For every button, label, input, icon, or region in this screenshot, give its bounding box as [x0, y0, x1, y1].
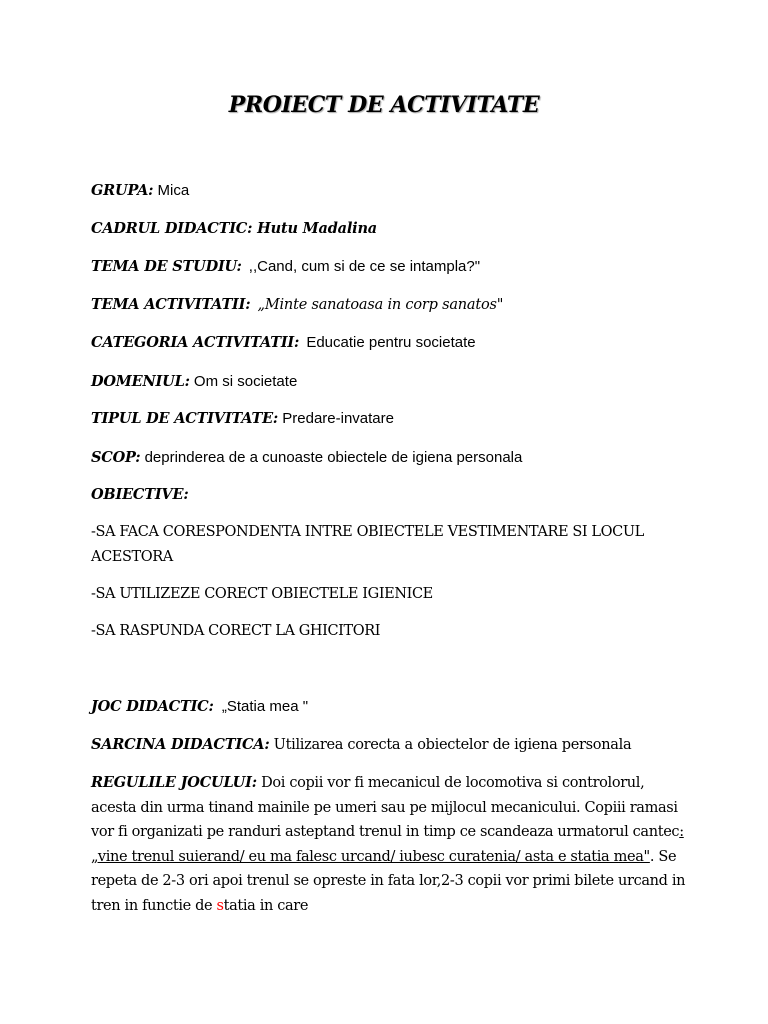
- field-tema-de-studiu-value: ,,Cand, cum si de ce se intampla?": [248, 258, 481, 275]
- reguli-song-lyrics: : „vine trenul suierand/ eu ma falesc urcand/ iubesc curatenia/ asta e statia mea": [91, 824, 684, 865]
- field-tema-activitatii-label: TEMA ACTIVITATII:: [91, 296, 251, 313]
- field-categoria-activitatii: [91, 333, 476, 353]
- field-domeniul-label: DOMENIUL:: [91, 373, 190, 390]
- field-tema-de-studiu: [91, 257, 480, 277]
- field-tipul-value: Predare-invatare: [282, 410, 394, 427]
- field-domeniul: [91, 372, 297, 392]
- reguli-jocului-label: REGULILE JOCULUI:: [91, 774, 257, 791]
- objective-item-continuation: ACESTORA: [91, 549, 173, 565]
- field-tipul-label: TIPUL DE ACTIVITATE:: [91, 410, 279, 427]
- reguli-text-part-2: . Se repeta de 2-3 ori apoi trenul se opreste in fata lor,2-3 copii vor primi bilete urcand in tren in functie de: [91, 848, 686, 914]
- field-categoria-value: Educatie pentru societate: [306, 334, 476, 351]
- field-tema-activitatii-value: „Minte sanatoasa in corp sanatos": [257, 297, 504, 313]
- field-obiective-label: OBIECTIVE:: [91, 486, 189, 503]
- field-grupa-value: Mica: [157, 182, 190, 199]
- field-sarcina-label: SARCINA DIDACTICA:: [91, 736, 270, 753]
- objective-item: -SA RASPUNDA CORECT LA GHICITORI: [91, 623, 381, 639]
- field-obiective: [91, 485, 189, 505]
- field-scop-value: deprinderea de a cunoaste obiectele de igiena personala: [144, 449, 523, 466]
- field-domeniul-value: Om si societate: [193, 373, 298, 390]
- field-joc-didactic-label: JOC DIDACTIC:: [91, 698, 214, 715]
- field-grupa-label: GRUPA:: [91, 182, 154, 199]
- field-sarcina-didactica: [91, 735, 631, 755]
- field-cadrul-didactic: [91, 219, 377, 239]
- field-joc-didactic-value: „Statia mea ": [221, 698, 309, 715]
- reguli-jocului-paragraph: [91, 771, 691, 919]
- field-cadrul-didactic-label: CADRUL DIDACTIC: Hutu Madalina: [91, 220, 378, 237]
- field-sarcina-value: Utilizarea corecta a obiectelor de igiena personala: [273, 737, 632, 753]
- field-tema-de-studiu-label: TEMA DE STUDIU:: [91, 258, 242, 275]
- objective-item: -SA FACA CORESPONDENTA INTRE OBIECTELE VESTIMENTARE SI LOCUL: [91, 524, 644, 540]
- reguli-text-part-3: tatia in care: [223, 897, 309, 914]
- field-joc-didactic: [91, 697, 308, 717]
- page-title: PROIECT DE ACTIVITATE: [228, 92, 540, 118]
- field-scop: [91, 448, 522, 468]
- field-categoria-label: CATEGORIA ACTIVITATII:: [91, 334, 300, 351]
- field-tema-activitatii: [91, 295, 503, 315]
- objective-item: -SA UTILIZEZE CORECT OBIECTELE IGIENICE: [91, 586, 433, 602]
- reguli-text-part-1: Doi copii vor fi mecanicul de locomotiva si controlorul, acesta din urma tinand mainile pe umeri sau pe mijlocul mecanicului. Copiii ramasi vor fi organizati pe randuri asteptand trenul in timp ce scandeaza urmatorul cantec: [91, 775, 680, 841]
- field-tipul-de-activitate: [91, 409, 394, 429]
- field-scop-label: SCOP:: [91, 449, 141, 466]
- field-grupa: [91, 181, 189, 201]
- reguli-red-letter: s: [216, 897, 224, 914]
